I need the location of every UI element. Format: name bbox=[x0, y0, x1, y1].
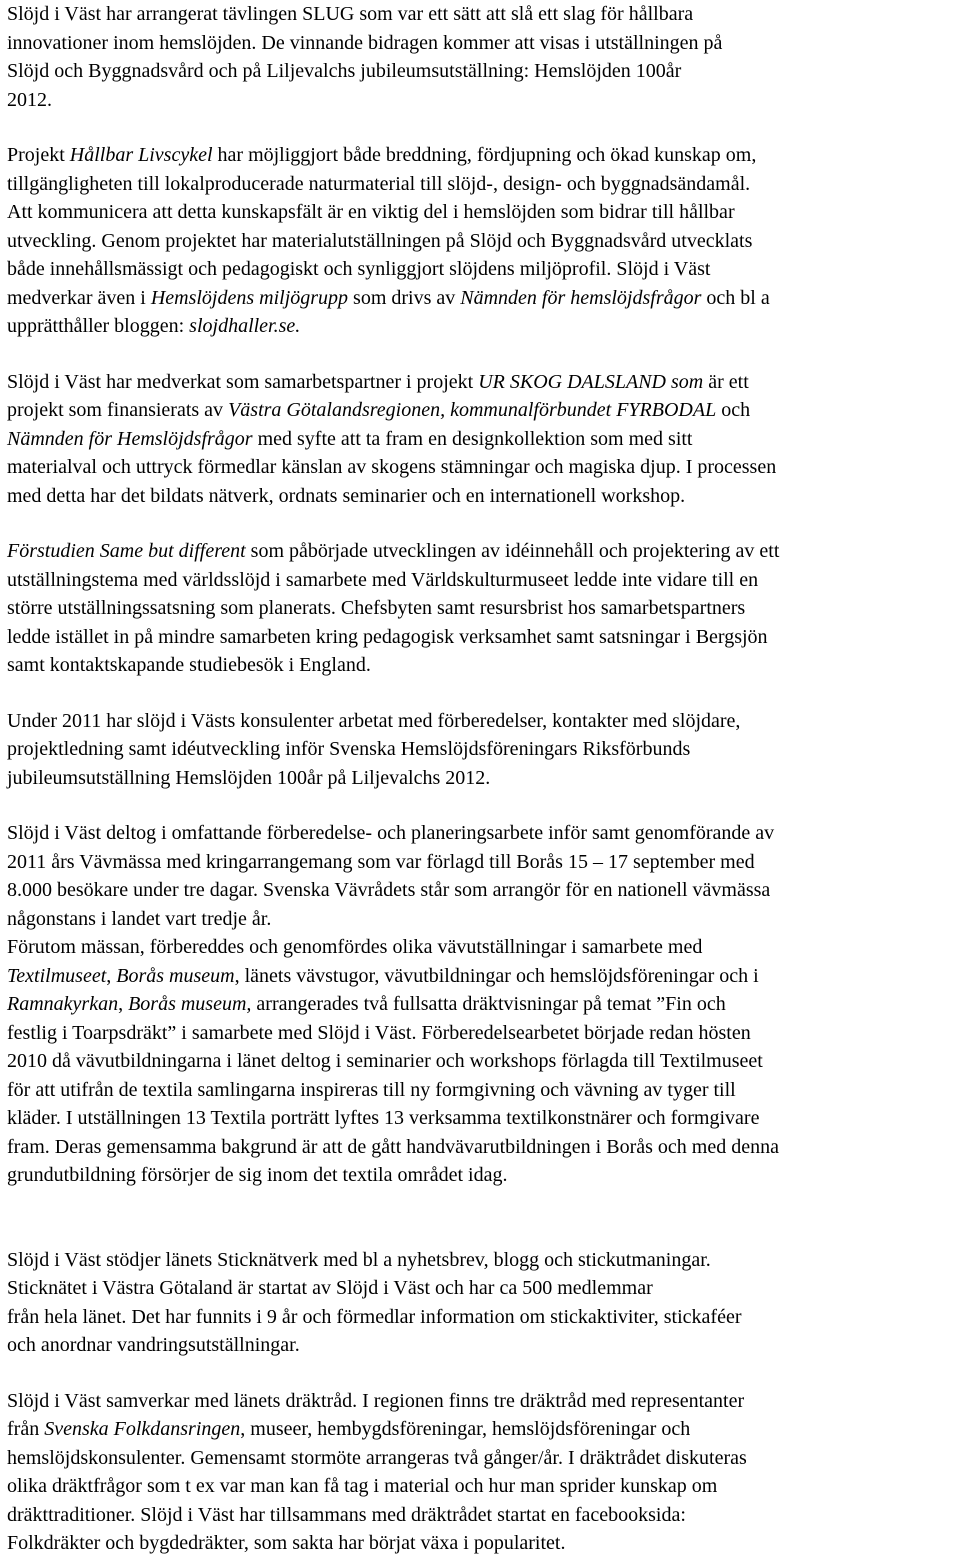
paragraph-ur-skog-dalsland bbox=[7, 368, 955, 511]
text-run: , bbox=[118, 993, 129, 1015]
text-run: utställningstema med världsslöjd i samarbete med Världskulturmuseet ledde inte vidare till en bbox=[7, 568, 759, 591]
italic-text: Svenska Folkdansringen bbox=[44, 1418, 241, 1440]
text-run: med syfte att ta fram en designkollektion som med sitt bbox=[252, 427, 693, 450]
paragraph-gap bbox=[7, 1190, 955, 1246]
text-line bbox=[7, 1104, 955, 1133]
text-line bbox=[7, 1246, 955, 1275]
text-line bbox=[7, 1019, 955, 1048]
text-run: medverkar även i bbox=[7, 286, 151, 309]
text-run: 2012. bbox=[7, 88, 52, 111]
text-run: med detta har det bildats nätverk, ordnats seminarier och en internationell workshop. bbox=[7, 484, 686, 507]
text-run: Slöjd och Byggnadsvård och på Liljevalchs jubileumsutställning: Hemslöjden 100år bbox=[7, 60, 682, 82]
text-line bbox=[7, 962, 955, 991]
text-line bbox=[7, 170, 955, 199]
text-run: samt kontaktskapande studiebesök i England. bbox=[7, 654, 371, 676]
text-run: Slöjd i Väst har arrangerat tävlingen SLUG som var ett sätt att slå ett slag för hållbara bbox=[7, 3, 694, 25]
text-run: fram. Deras gemensamma bakgrund är att de gått handvävarutbildningen i Borås och med denna bbox=[7, 1135, 779, 1158]
paragraph-same-but-different bbox=[7, 537, 955, 680]
italic-text: Textilmuseet bbox=[7, 964, 107, 987]
text-run: projekt som finansierats av bbox=[7, 399, 229, 421]
paragraph-gap bbox=[7, 114, 955, 141]
text-run: som drivs av bbox=[348, 286, 461, 309]
text-run: 2010 då vävutbildningarna i länet deltog i seminarier och workshops förlagda till Textilmuseet bbox=[7, 1050, 763, 1072]
text-run: har möjliggjort både breddning, fördjupning och ökad kunskap om, bbox=[212, 144, 757, 166]
text-run: materialval och uttryck förmedlar känslan av skogens stämningar och magiska djup. I processen bbox=[7, 456, 777, 478]
text-line bbox=[7, 141, 955, 170]
text-run: arrangerades två fullsatta dräktvisningar på temat ”Fin och bbox=[251, 993, 726, 1015]
text-run: större utställningssatsning som planerats. Chefsbyten samt resursbrist hos samarbetspartners bbox=[7, 597, 746, 619]
paragraph-gap bbox=[7, 341, 955, 368]
text-run: Folkdräkter och bygdedräkter, som sakta har börjat växa i popularitet. bbox=[7, 1532, 566, 1554]
italic-text: Hemslöjdens miljögrupp bbox=[150, 286, 349, 309]
text-line bbox=[7, 453, 955, 482]
italic-text: Hållbar Livscykel bbox=[69, 144, 213, 166]
text-run: upprätthåller bloggen: bbox=[7, 315, 190, 337]
paragraph-sticknatverk bbox=[7, 1246, 955, 1360]
text-line bbox=[7, 1303, 955, 1332]
text-run: , länets vävstugor, vävutbildningar och hemslöjdsföreningar och i bbox=[234, 964, 759, 987]
text-run: Projekt bbox=[7, 144, 70, 166]
italic-text: Nämnden för hemslöjdsfrågor bbox=[460, 286, 702, 309]
text-line bbox=[7, 227, 955, 256]
text-line bbox=[7, 876, 955, 905]
text-run: festlig i Toarpsdräkt” i samarbete med Slöjd i Väst. Förberedelsearbetet började redan hösten bbox=[7, 1021, 751, 1044]
text-run: och bbox=[716, 399, 751, 421]
text-line bbox=[7, 1415, 955, 1444]
text-run: Förutom mässan, förbereddes och genomfördes olika vävutställningar i samarbete med bbox=[7, 936, 703, 958]
text-run: , museer, hembygdsföreningar, hemslöjdsföreningar och bbox=[240, 1418, 691, 1440]
text-line bbox=[7, 1047, 955, 1076]
text-line bbox=[7, 368, 955, 397]
text-line bbox=[7, 1501, 955, 1530]
paragraph-slug bbox=[7, 0, 955, 114]
text-run: Slöjd i Väst stödjer länets Sticknätverk med bl a nyhetsbrev, blogg och stickutmaningar. bbox=[7, 1248, 711, 1271]
text-line bbox=[7, 537, 955, 566]
text-run: från bbox=[7, 1418, 45, 1440]
text-run: 2011 års Vävmässa med kringarrangemang som var förlagd till Borås 15 – 17 september med bbox=[7, 850, 755, 873]
paragraph-gap bbox=[7, 792, 955, 819]
text-line bbox=[7, 933, 955, 962]
text-line bbox=[7, 1274, 955, 1303]
text-run: kläder. I utställningen 13 Textila porträtt lyftes 13 verksamma textilkonstnärer och formgivare bbox=[7, 1107, 760, 1129]
text-run: utveckling. Genom projektet har materialutställningen på Slöjd och Byggnadsvård utvecklats bbox=[7, 229, 753, 252]
italic-text: Västra Götalandsregionen, kommunalförbundet FYRBODAL bbox=[228, 399, 717, 421]
text-run: jubileumsutställning Hemslöjden 100år på Liljevalchs 2012. bbox=[7, 766, 491, 789]
text-run: tillgängligheten till lokalproducerade naturmaterial till slöjd-, design- och byggnadsändamål. bbox=[7, 172, 751, 195]
text-run: för att utifrån de textila samlingarna inspireras till ny formgivning och vävning av tyger till bbox=[7, 1078, 736, 1101]
text-line bbox=[7, 848, 955, 877]
text-run: olika dräktfrågor som t ex var man kan få tag i material och hur man sprider kunskap om bbox=[7, 1475, 718, 1497]
text-line bbox=[7, 1331, 955, 1360]
paragraph-draktrad bbox=[7, 1387, 955, 1558]
text-line bbox=[7, 1161, 955, 1190]
text-line bbox=[7, 255, 955, 284]
text-line bbox=[7, 566, 955, 595]
text-line bbox=[7, 1076, 955, 1105]
text-line bbox=[7, 764, 955, 793]
text-line bbox=[7, 735, 955, 764]
text-run: , bbox=[106, 964, 117, 987]
text-run: Sticknätet i Västra Götaland är startat av Slöjd i Väst och har ca 500 medlemmar bbox=[7, 1277, 653, 1299]
text-run: som påbörjade utvecklingen av idéinnehåll och projektering av ett bbox=[245, 540, 780, 562]
text-run: från hela länet. Det har funnits i 9 år och förmedlar information om stickaktiviter, stickaféer bbox=[7, 1305, 742, 1328]
text-line bbox=[7, 198, 955, 227]
text-run: Att kommunicera att detta kunskapsfält är en viktig del i hemslöjden som bidrar till hållbar bbox=[7, 201, 735, 223]
text-run: Slöjd i Väst deltog i omfattande förberedelse- och planeringsarbete inför samt genomförande av bbox=[7, 822, 775, 844]
text-run: och anordnar vandringsutställningar. bbox=[7, 1334, 300, 1356]
text-line bbox=[7, 312, 955, 341]
text-line bbox=[7, 0, 955, 29]
text-line bbox=[7, 1444, 955, 1473]
text-line bbox=[7, 29, 955, 58]
italic-text: slojdhaller.se. bbox=[189, 315, 301, 337]
text-run: och bl a bbox=[701, 286, 770, 309]
text-line bbox=[7, 990, 955, 1019]
text-line bbox=[7, 284, 955, 313]
text-line bbox=[7, 651, 955, 680]
italic-text: Nämnden för Hemslöjdsfrågor bbox=[7, 427, 253, 450]
text-line bbox=[7, 57, 955, 86]
italic-text: UR SKOG DALSLAND som bbox=[478, 370, 704, 393]
text-line bbox=[7, 482, 955, 511]
text-run: är ett bbox=[703, 370, 749, 393]
text-run: 8.000 besökare under tre dagar. Svenska Vävrådets står som arrangör för en nationell vävmässa bbox=[7, 879, 771, 901]
paragraph-gap bbox=[7, 680, 955, 707]
text-run: både innehållsmässigt och pedagogiskt och synliggjort slöjdens miljöprofil. Slöjd i Väst bbox=[7, 258, 711, 280]
paragraph-gap bbox=[7, 510, 955, 537]
text-line bbox=[7, 1529, 955, 1558]
text-run: dräkttraditioner. Slöjd i Väst har tillsammans med dräktrådet startat en facebooksida: bbox=[7, 1503, 686, 1526]
italic-text: Borås museum bbox=[116, 964, 235, 987]
italic-text: Ramnakyrkan bbox=[7, 993, 119, 1015]
text-run: någonstans i landet vart tredje år. bbox=[7, 907, 272, 930]
text-run: grundutbildning försörjer de sig inom det textila området idag. bbox=[7, 1164, 508, 1186]
paragraph-gap bbox=[7, 1360, 955, 1387]
text-line bbox=[7, 1387, 955, 1416]
text-run: innovationer inom hemslöjden. De vinnande bidragen kommer att visas i utställningen på bbox=[7, 31, 723, 54]
italic-text: Borås museum, bbox=[128, 993, 252, 1015]
text-line bbox=[7, 707, 955, 736]
text-line bbox=[7, 86, 955, 115]
paragraph-vavmassa bbox=[7, 819, 955, 1190]
text-line bbox=[7, 396, 955, 425]
paragraph-hallbar-livscykel bbox=[7, 141, 955, 341]
text-run: ledde istället in på mindre samarbeten kring pedagogisk verksamhet samt satsningar i Bergsjön bbox=[7, 625, 768, 648]
italic-text: Förstudien Same but different bbox=[7, 540, 246, 562]
text-line bbox=[7, 1472, 955, 1501]
text-line bbox=[7, 819, 955, 848]
text-line bbox=[7, 594, 955, 623]
text-line bbox=[7, 623, 955, 652]
paragraph-under-2011 bbox=[7, 707, 955, 793]
text-run: Slöjd i Väst har medverkat som samarbetspartner i projekt bbox=[7, 370, 479, 393]
text-run: Slöjd i Väst samverkar med länets dräktråd. I regionen finns tre dräktråd med representanter bbox=[7, 1389, 745, 1412]
text-run: Under 2011 har slöjd i Västs konsulenter arbetat med förberedelser, kontakter med slöjdare, bbox=[7, 709, 741, 732]
text-run: projektledning samt idéutveckling inför Svenska Hemslöjdsföreningars Riksförbunds bbox=[7, 738, 691, 760]
text-line bbox=[7, 905, 955, 934]
text-line bbox=[7, 1133, 955, 1162]
text-line bbox=[7, 425, 955, 454]
text-run: hemslöjdskonsulenter. Gemensamt stormöte arrangeras två gånger/år. I dräktrådet diskuteras bbox=[7, 1446, 747, 1469]
document-page bbox=[7, 0, 955, 1558]
